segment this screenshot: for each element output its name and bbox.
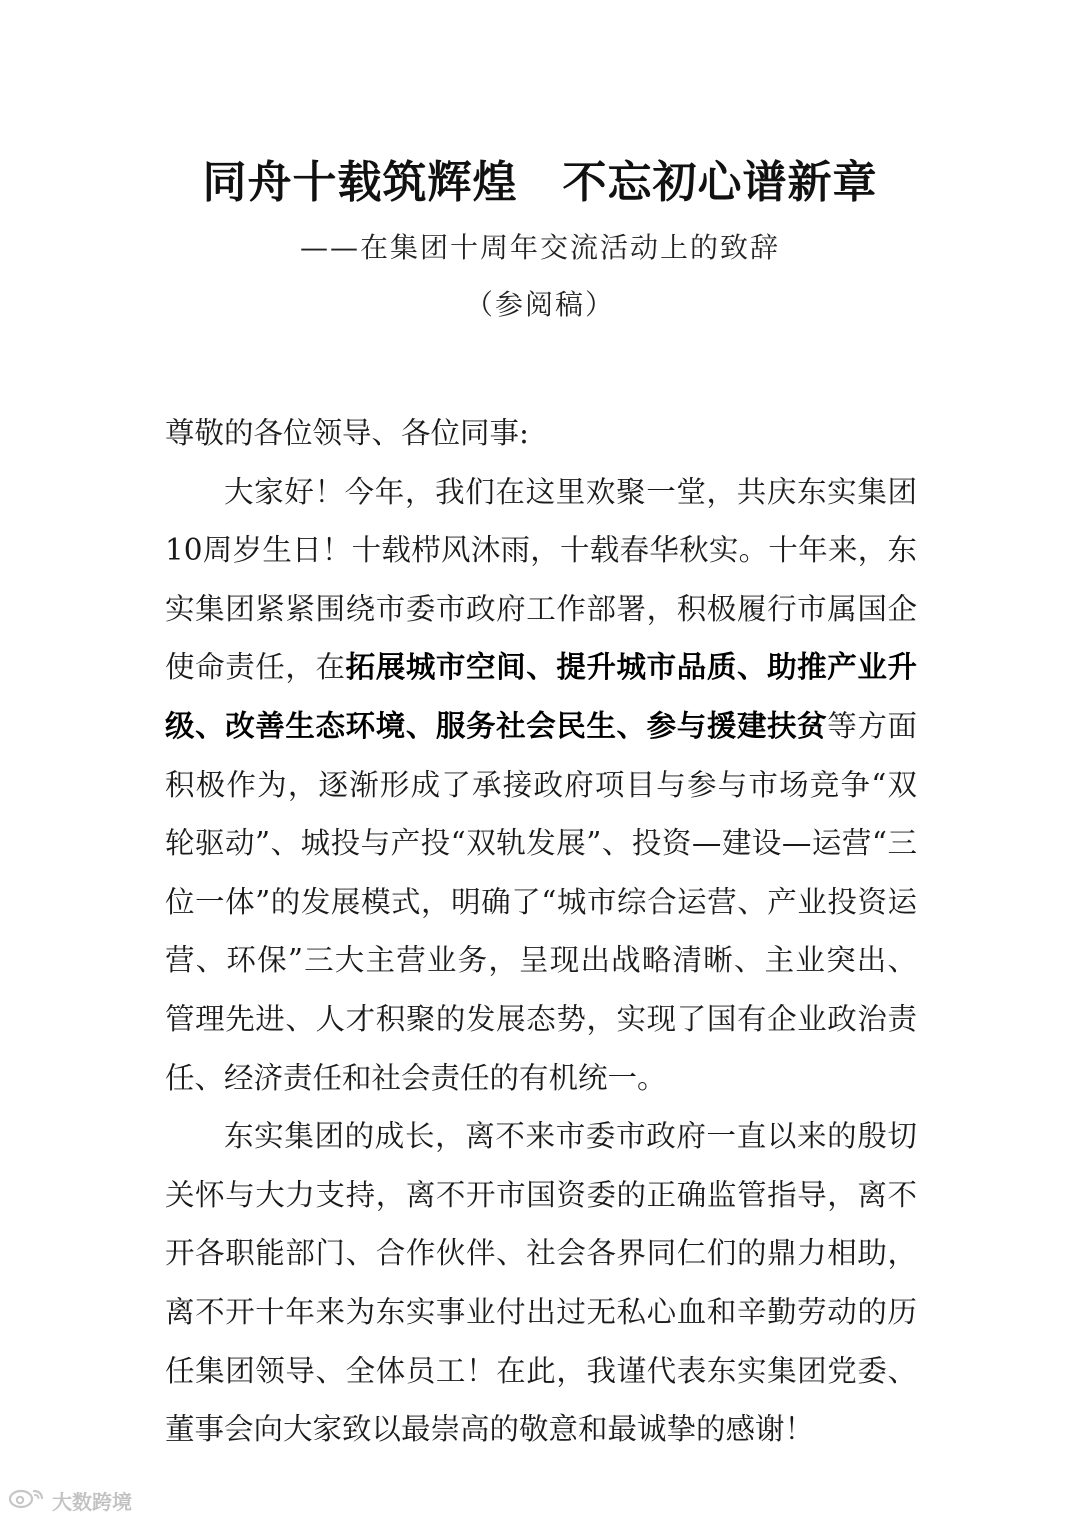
document-title: 同舟十载筑辉煌 不忘初心谱新章	[202, 157, 878, 208]
watermark-text: 大数跨境	[52, 1490, 132, 1514]
weibo-logo-icon	[8, 1487, 48, 1514]
paragraph-1-text-after: 等方面积极作为，逐渐形成了承接政府项目与参与市场竞争“双轮驱动”、城投与产投“双轨发展”、投资—建设—运营“三位一体”的发展模式，明确了“城市综合运营、产业投资运营、环保”三大主营业务，呈现出战略清晰、主业突出、管理先进、人才积聚的发展态势，实现了国有企业政治责任、经济责任和社会责任的有机统一。	[165, 708, 917, 1095]
document-subtitle: ——在集团十周年交流活动上的致辞	[299, 231, 780, 264]
watermark	[8, 1486, 132, 1515]
document-body	[165, 404, 917, 1459]
paragraph-2: 东实集团的成长，离不来市委市政府一直以来的殷切关怀与大力支持，离不开市国资委的正确监管指导，离不开各职能部门、合作伙伴、社会各界同仁们的鼎力相助，离不开十年来为东实事业付出过无私心血和辛勤劳动的历任集团领导、全体员工！在此，我谨代表东实集团党委、董事会向大家致以最崇高的敬意和最诚挚的感谢！	[165, 1119, 917, 1447]
salutation: 尊敬的各位领导、各位同事:	[165, 416, 529, 450]
paragraph-1-text-before: 大家好！今年，我们在这里欢聚一堂，共庆东实集团10周岁生日！十载栉风沐雨，十载春华秋实。十年来，东实集团紧紧围绕市委市政府工作部署，积极履行市属国企使命责任，在	[165, 474, 917, 685]
paragraph-1-bold-text: 拓展城市空间、提升城市品质、助推产业升级、改善生态环境、服务社会民生、参与援建扶贫	[165, 649, 917, 743]
draft-label: （参阅稿）	[464, 288, 615, 321]
paragraph-1	[165, 463, 917, 1108]
